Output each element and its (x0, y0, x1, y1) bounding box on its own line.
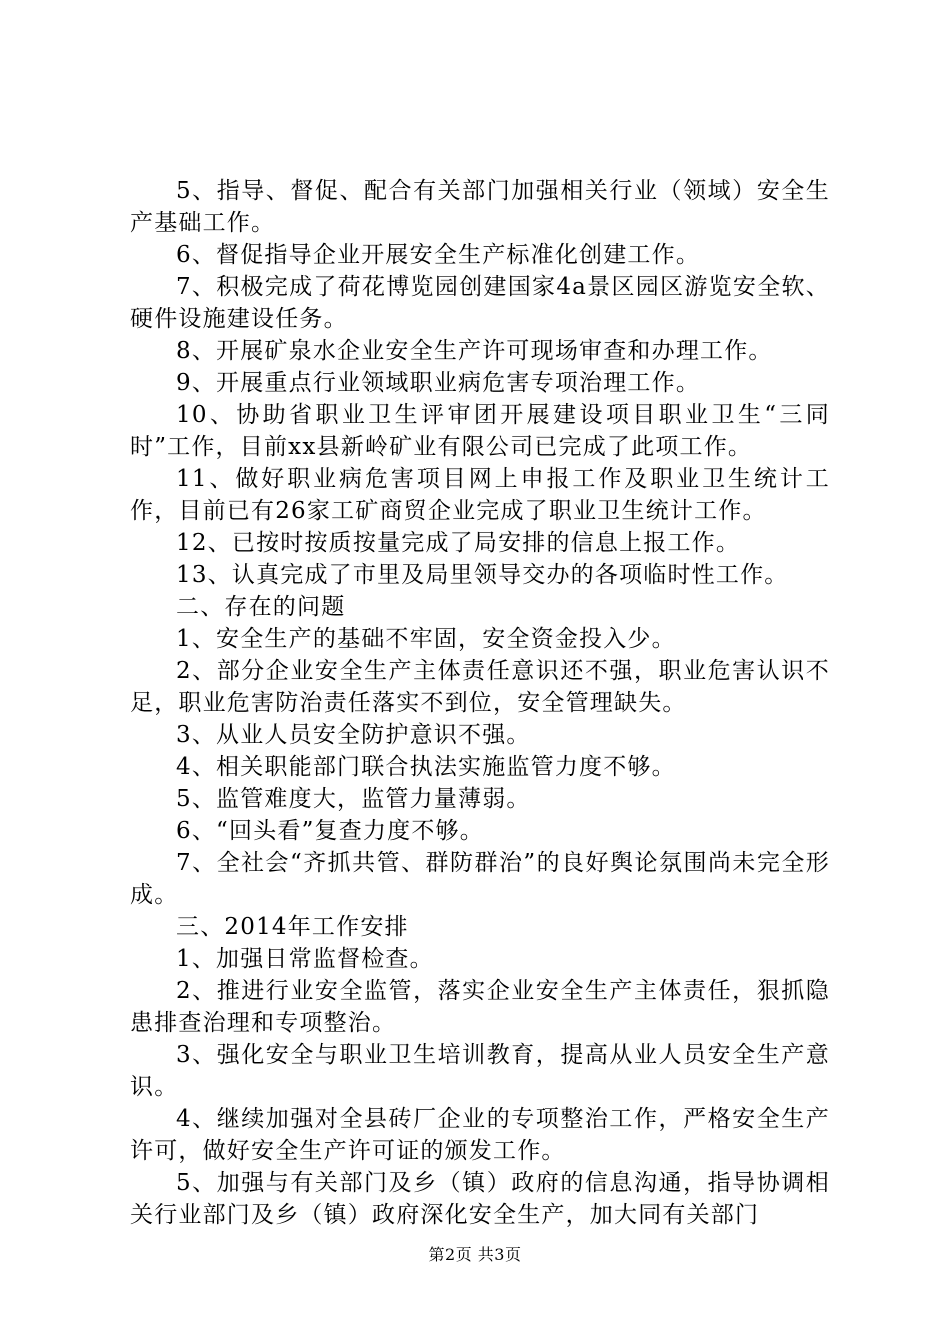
paragraph: 8、开展矿泉水企业安全生产许可现场审查和办理工作。 (176, 338, 773, 364)
paragraph: 4、继续加强对全县砖厂企业的专项整治工作，严格安全生产许可，做好安全生产许可证的颁发工作。 (130, 1106, 830, 1164)
paragraph: 2、推进行业安全监管，落实企业安全生产主体责任，狠抓隐患排查治理和专项整治。 (130, 978, 830, 1036)
paragraph: 3、强化安全与职业卫生培训教育，提高从业人员安全生产意识。 (130, 1042, 830, 1100)
paragraph: 7、全社会“齐抓共管、群防群治”的良好舆论氛围尚未完全形成。 (130, 850, 830, 908)
paragraph: 5、加强与有关部门及乡（镇）政府的信息沟通，指导协调相关行业部门及乡（镇）政府深化安全生产，加大同有关部门 (130, 1170, 830, 1228)
paragraph: 5、指导、督促、配合有关部门加强相关行业（领域）安全生产基础工作。 (130, 178, 830, 236)
paragraph: 9、开展重点行业领域职业病危害专项治理工作。 (176, 370, 701, 396)
paragraph: 5、监管难度大，监管力量薄弱。 (176, 786, 531, 812)
section-heading: 二、存在的问题 (176, 594, 346, 620)
paragraph: 6、“回头看”复查力度不够。 (176, 818, 484, 844)
paragraph: 3、从业人员安全防护意识不强。 (176, 722, 531, 748)
paragraph: 1、安全生产的基础不牢固，安全资金投入少。 (176, 626, 676, 652)
paragraph: 7、积极完成了荷花博览园创建国家4a景区园区游览安全软、硬件设施建设任务。 (130, 274, 830, 332)
section-heading: 三、2014年工作安排 (176, 914, 409, 940)
paragraph: 13、认真完成了市里及局里领导交办的各项临时性工作。 (176, 562, 789, 588)
paragraph: 12、已按时按质按量完成了局安排的信息上报工作。 (176, 530, 741, 556)
paragraph: 10、协助省职业卫生评审团开展建设项目职业卫生“三同时”工作，目前xx县新岭矿业有限公司已完成了此项工作。 (130, 402, 830, 460)
paragraph: 11、做好职业病危害项目网上申报工作及职业卫生统计工作，目前已有26家工矿商贸企业完成了职业卫生统计工作。 (130, 466, 830, 524)
paragraph: 2、部分企业安全生产主体责任意识还不强，职业危害认识不足，职业危害防治责任落实不到位，安全管理缺失。 (130, 658, 830, 716)
paragraph: 6、督促指导企业开展安全生产标准化创建工作。 (176, 242, 701, 268)
document-body (130, 175, 830, 1231)
page-footer: 第2页 共3页 (428, 1245, 522, 1264)
paragraph: 4、相关职能部门联合执法实施监管力度不够。 (176, 754, 676, 780)
paragraph: 1、加强日常监督检查。 (176, 946, 434, 972)
